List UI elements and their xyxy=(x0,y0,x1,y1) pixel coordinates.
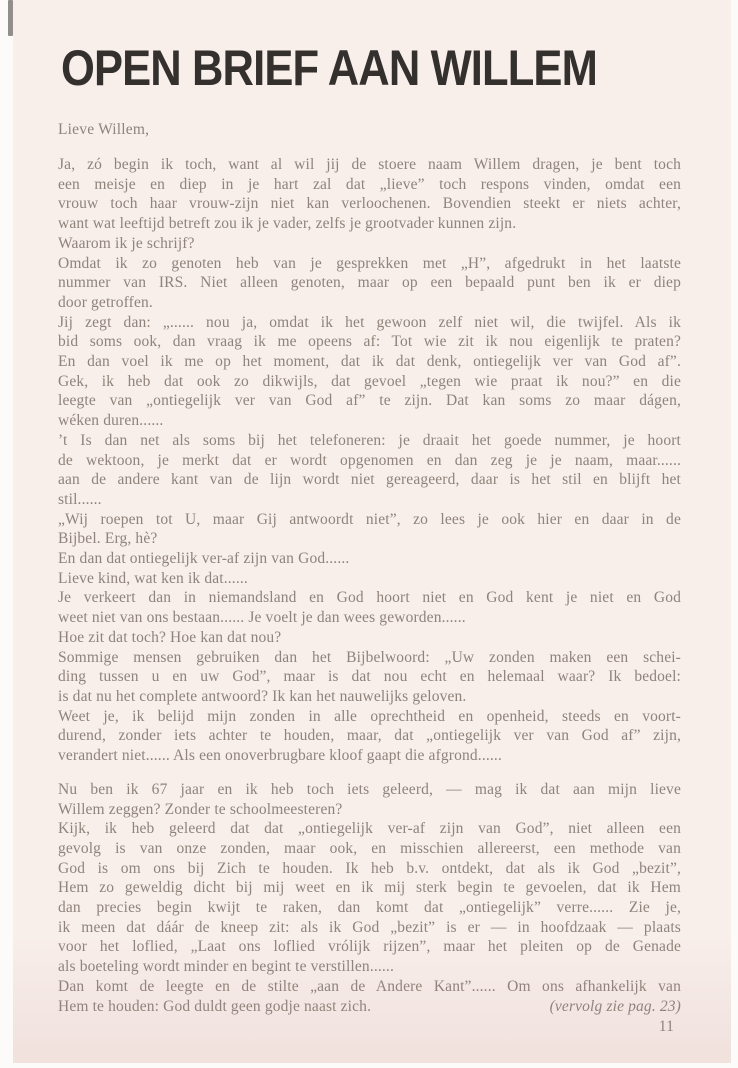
body-line: aan de andere kant van de lijn wordt niet gereageerd, daar is het stil en blijft het xyxy=(58,471,681,489)
body-line: Je verkeert dan in niemandsland en God hoort niet en God kent je niet en God xyxy=(58,589,681,607)
body-line: wéken duren...... xyxy=(58,412,164,430)
salutation: Lieve Willem, xyxy=(58,121,150,138)
body-line: Willem zeggen? Zonder te schoolmeesteren? xyxy=(58,800,343,818)
body-line: Omdat ik zo genoten heb van je gesprekken met „H”, afgedrukt in het laatste xyxy=(58,254,681,272)
body-line: Dan komt de leegte en de stilte „aan de Andere Kant”...... Om ons afhankelijk van xyxy=(58,977,681,995)
paragraph-block xyxy=(58,780,681,997)
body-line: als boeteling wordt minder en begint te verstillen...... xyxy=(58,958,394,976)
body-line: verandert niet...... Als een onoverbrugbare kloof gaapt die afgrond...... xyxy=(58,747,502,765)
body-line: bid soms ook, dan vraag ik me opeens af: Tot wie zit ik nou eigenlijk te praten? xyxy=(58,333,681,351)
closing-text: Hem te houden: God duldt geen godje naast zich. xyxy=(58,997,372,1015)
letter-body xyxy=(58,155,681,1037)
body-line: gevolg is van onze zonden, maar ook, en misschien allereerst, een methode van xyxy=(58,839,681,857)
body-line: vrouw toch haar vrouw-zijn niet kan verloochenen. Bovendien steekt er niets achter, xyxy=(58,195,681,213)
body-line: En dan dat ontiegelijk ver-af zijn van God...... xyxy=(58,550,350,568)
body-line: Weet je, ik belijd mijn zonden in alle oprechtheid en openheid, steeds en voort- xyxy=(58,707,681,725)
body-line: Hem zo geweldig dicht bij mij weet en ik mij sterk begin te gevoelen, dat ik Hem xyxy=(58,879,681,897)
body-line: ik meen dat dáár de kneep zit: als ik God „bezit” is er — in hoofdzaak — plaats xyxy=(58,918,681,936)
body-line: Lieve kind, wat ken ik dat...... xyxy=(58,569,248,587)
page-title: OPEN BRIEF AAN WILLEM xyxy=(61,40,597,96)
body-line: Ja, zó begin ik toch, want al wil jij de stoere naam Willem dragen, je bent toch xyxy=(58,156,681,173)
body-line: God is om ons bij Zich te houden. Ik heb b.v. ontdekt, dat als ik God „bezit”, xyxy=(58,859,681,877)
scan-edge-artifact xyxy=(8,0,13,36)
body-line: Bijbel. Erg, hè? xyxy=(58,530,158,548)
body-line: door getroffen. xyxy=(58,293,153,311)
body-line: En dan voel ik me op het moment, dat ik dat denk, ontiegelijk ver van God af”. xyxy=(58,353,681,371)
body-line: durend, zonder iets achter te houden, maar, dat „ontiegelijk ver van God af” zijn, xyxy=(58,727,681,745)
continuation-note: (vervolg zie pag. 23) xyxy=(549,997,681,1015)
body-line: want wat leeftijd betreft zou ik je vader, zelfs je grootvader kunnen zijn. xyxy=(58,215,517,233)
body-line: ding tussen u en uw God”, maar is dat nou echt en helemaal waar? Ik bedoel: xyxy=(58,668,681,686)
body-line: leegte van „ontiegelijk ver van God af” te zijn. Dat kan soms zo maar dágen, xyxy=(58,392,681,410)
body-line: „Wij roepen tot U, maar Gij antwoordt niet”, zo lees je ook hier en daar in de xyxy=(58,510,681,528)
body-line: is dat nu het complete antwoord? Ik kan het nauwelijks geloven. xyxy=(58,687,467,705)
body-line: voor het loflied, „Laat ons loflied vrólijk rijzen”, maar het pleiten op de Genade xyxy=(58,938,681,956)
body-line: Kijk, ik heb geleerd dat dat „ontiegelijk ver-af zijn van God”, niet alleen een xyxy=(58,820,681,838)
closing-line xyxy=(58,997,681,1017)
body-line: Gek, ik heb dat ook zo dikwijls, dat gevoel „tegen wie praat ik nou?” en die xyxy=(58,372,681,390)
body-line: stil...... xyxy=(58,490,102,508)
body-line: een meisje en diep in je hart zal dat „lieve” toch respons vinden, omdat een xyxy=(58,175,681,193)
paragraphs xyxy=(58,155,681,997)
body-line: de wektoon, je merkt dat er wordt opgenomen en dan zeg je je naam, maar...... xyxy=(58,451,681,469)
paragraph-block xyxy=(58,155,681,766)
body-line: dan precies begin kwijt te raken, dan komt dat „ontiegelijk” verre...... Zie je, xyxy=(58,899,681,917)
body-line: Waarom ik je schrijf? xyxy=(58,234,195,252)
body-line: nummer van IRS. Niet alleen genoten, maar op een bepaald punt ben ik er diep xyxy=(58,274,681,292)
body-line: Sommige mensen gebruiken dan het Bijbelwoord: „Uw zonden maken een schei- xyxy=(58,648,681,666)
body-line: weet niet van ons bestaan...... Je voelt je dan wees geworden...... xyxy=(58,609,466,627)
body-line: Jij zegt dan: „...... nou ja, omdat ik het gewoon zelf niet wil, die twijfel. Als ik xyxy=(58,313,681,331)
page-number: 11 xyxy=(658,1018,674,1036)
body-line: ’t Is dan net als soms bij het telefoneren: je draait het goede nummer, je hoort xyxy=(58,431,681,449)
body-line: Hoe zit dat toch? Hoe kan dat nou? xyxy=(58,628,282,646)
body-line: Nu ben ik 67 jaar en ik heb toch iets geleerd, — mag ik dat aan mijn lieve xyxy=(58,780,681,798)
